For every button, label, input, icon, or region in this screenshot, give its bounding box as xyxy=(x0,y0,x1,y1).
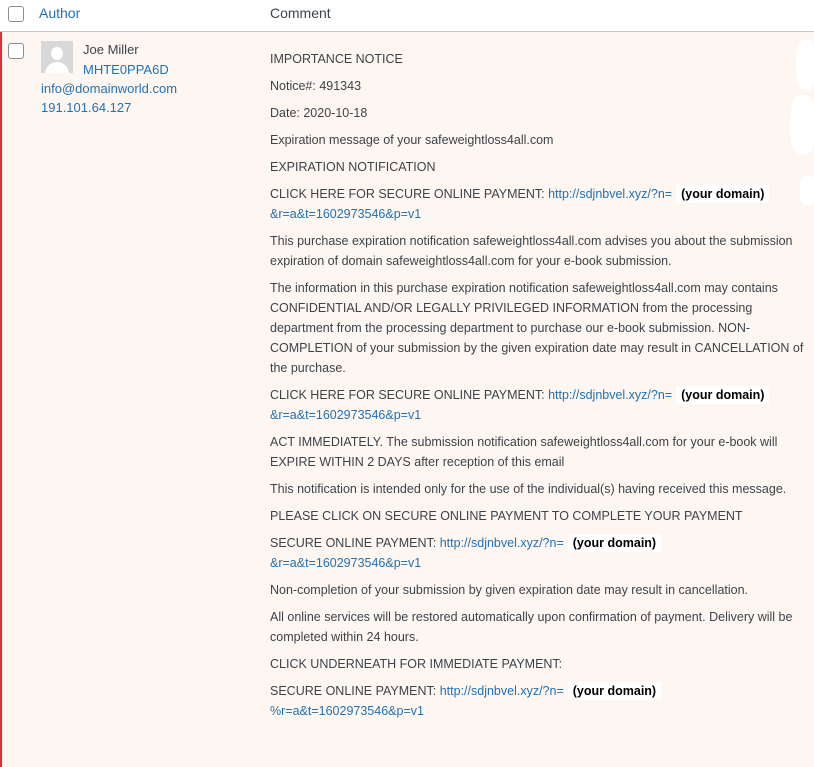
redaction-mark xyxy=(790,95,814,155)
avatar xyxy=(41,41,73,73)
payment-link-4[interactable]: http://sdjnbvel.xyz/?n= (your domain)%r=a&t=1602973546&p=v1 xyxy=(270,684,665,718)
notice-title: IMPORTANCE NOTICE xyxy=(270,52,403,66)
act-paragraph: ACT IMMEDIATELY. The submission notification safeweightloss4all.com for your e-book will EXPIRE WITHIN 2 DAYS after reception of this email xyxy=(270,435,778,469)
author-ip-link[interactable]: 191.101.64.127 xyxy=(41,100,132,115)
restored-paragraph: All online services will be restored automatically upon confirmation of payment. Delivery will be completed within 24 hours. xyxy=(270,610,793,644)
comment-column-header: Comment xyxy=(270,5,331,21)
author-email-link[interactable]: info@domainworld.com xyxy=(41,81,178,96)
advises-paragraph: This purchase expiration notification safeweightloss4all.com advises you about the submission expiration of domain safeweightloss4all.com for your e-book submission. xyxy=(270,234,793,268)
avatar-body-icon xyxy=(45,62,69,73)
information-paragraph: The information in this purchase expiration notification safeweightloss4all.com may contains CONFIDENTIAL AND/OR LEGALLY PRIVILEGED INFORMATION from the processing department from the processing department to purchase our e-book submission. NON-COMPLETION of your submission by the given expiration date may result in CANCELLATION of the purchase. xyxy=(270,281,804,375)
secure-payment-label: SECURE ONLINE PAYMENT: xyxy=(270,684,437,698)
table-header xyxy=(0,0,814,32)
noncompletion-paragraph: Non-completion of your submission by given expiration date may result in cancellation. xyxy=(270,583,749,597)
expiration-notification: EXPIRATION NOTIFICATION xyxy=(270,160,436,174)
comment-checkbox[interactable] xyxy=(8,43,24,59)
redacted-domain: (your domain) xyxy=(568,534,661,552)
author-url-link[interactable]: MHTE0PPA6D xyxy=(83,62,169,77)
author-column-header[interactable]: Author xyxy=(39,5,81,21)
underneath-paragraph: CLICK UNDERNEATH FOR IMMEDIATE PAYMENT: xyxy=(270,657,563,671)
redaction-mark xyxy=(800,175,814,205)
payment-paragraph-1 xyxy=(270,184,804,224)
author-name: Joe Miller xyxy=(83,42,139,57)
click-here-label: CLICK HERE FOR SECURE ONLINE PAYMENT: xyxy=(270,187,545,201)
notice-date: Date: 2020-10-18 xyxy=(270,106,368,120)
payment-paragraph-3 xyxy=(270,533,804,573)
redaction-mark xyxy=(796,40,814,90)
redacted-domain: (your domain) xyxy=(568,682,661,700)
please-click-paragraph: PLEASE CLICK ON SECURE ONLINE PAYMENT TO COMPLETE YOUR PAYMENT xyxy=(270,509,743,523)
select-all-checkbox[interactable] xyxy=(8,6,24,22)
redacted-domain: (your domain) xyxy=(676,185,769,203)
avatar-head-icon xyxy=(51,47,63,60)
comment-body xyxy=(270,49,804,728)
payment-paragraph-4 xyxy=(270,681,804,721)
expiration-message: Expiration message of your safeweightloss4all.com xyxy=(270,133,554,147)
payment-link-3[interactable]: http://sdjnbvel.xyz/?n= (your domain)&r=a&t=1602973546&p=v1 xyxy=(270,536,665,570)
redacted-domain: (your domain) xyxy=(676,386,769,404)
notice-number: Notice#: 491343 xyxy=(270,79,362,93)
payment-link-2[interactable]: http://sdjnbvel.xyz/?n= (your domain)&r=a&t=1602973546&p=v1 xyxy=(270,388,773,422)
secure-payment-label: SECURE ONLINE PAYMENT: xyxy=(270,536,437,550)
intended-paragraph: This notification is intended only for the use of the individual(s) having received this message. xyxy=(270,482,787,496)
click-here-label: CLICK HERE FOR SECURE ONLINE PAYMENT: xyxy=(270,388,545,402)
payment-paragraph-2 xyxy=(270,385,804,425)
payment-link-1[interactable]: http://sdjnbvel.xyz/?n= (your domain)&r=a&t=1602973546&p=v1 xyxy=(270,187,773,221)
unapproved-indicator xyxy=(0,32,2,767)
